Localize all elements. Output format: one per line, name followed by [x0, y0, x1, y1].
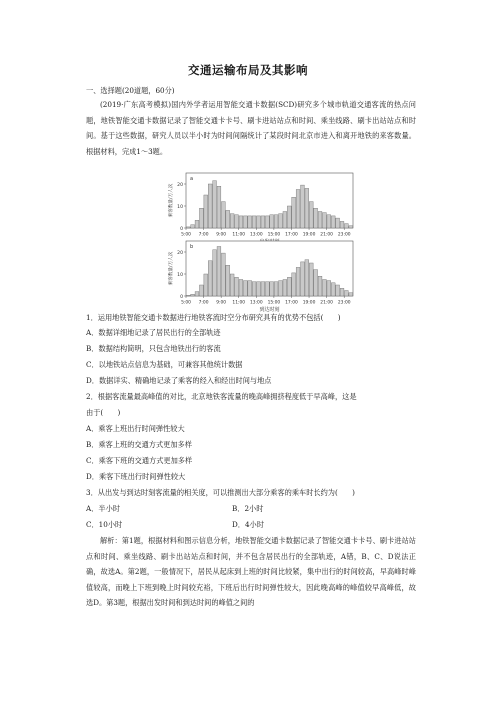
bar	[345, 224, 349, 228]
bar	[252, 282, 256, 296]
bar	[323, 213, 327, 228]
y-tick-label: 10	[177, 205, 183, 210]
bar	[221, 253, 225, 296]
bar	[279, 214, 283, 228]
bar	[191, 225, 195, 228]
bar	[265, 282, 269, 296]
bar	[221, 202, 225, 228]
bar	[230, 214, 234, 228]
bar	[345, 291, 349, 297]
bar	[336, 285, 340, 296]
question-2-stem-line2: 由于( )	[86, 408, 121, 417]
x-tick-label: 21:00	[320, 232, 333, 238]
bar	[195, 220, 199, 228]
bar	[274, 282, 278, 296]
bar	[208, 261, 212, 296]
question-1-stem: 1．运用地铁智能交通卡数据进行地铁客流时空分布研究具有的优势不包括( )	[86, 313, 341, 322]
bar	[318, 212, 322, 229]
x-tick-label: 21:00	[320, 300, 333, 306]
bar	[239, 280, 243, 297]
question-2-stem-line1: 2．根据客流量最高峰值的对比，北京地铁客流量的晚高峰拥挤程度低于早高峰，这是	[86, 392, 357, 401]
bar	[305, 188, 309, 228]
bar	[265, 216, 269, 228]
bar	[301, 262, 305, 296]
bar	[309, 202, 313, 228]
bar	[261, 216, 265, 228]
x-tick-label: 11:00	[232, 232, 246, 238]
bar	[274, 215, 278, 228]
y-tick-label: 10	[177, 273, 183, 278]
bar	[243, 281, 247, 296]
x-tick-label: 19:00	[302, 300, 316, 306]
bar	[287, 206, 291, 228]
bar	[252, 216, 256, 228]
q2-option-c: C．乘客下班的交通方式更加多样	[86, 456, 193, 465]
bar	[283, 280, 287, 297]
page-title: 交通运输布局及其影响	[188, 63, 308, 77]
panel-letter: a	[190, 176, 194, 182]
bar	[213, 250, 217, 296]
x-tick-label: 15:00	[267, 232, 281, 238]
bar	[248, 216, 252, 228]
bar	[292, 197, 296, 228]
x-tick-label: 5:00	[181, 300, 191, 306]
question-3-stem: 3．从出发与到达时刻客流量的相关度，可以推测出大部分乘客的乘车时长约为( )	[86, 488, 355, 497]
bar	[204, 195, 208, 228]
bar	[314, 270, 318, 296]
x-tick-label: 23:00	[337, 300, 351, 306]
bar	[191, 294, 195, 296]
x-tick-label: 9:00	[216, 232, 227, 238]
bar	[349, 293, 353, 296]
bar	[314, 208, 318, 228]
bar	[235, 215, 239, 228]
q3-option-c: C．10小时	[86, 520, 123, 529]
bar	[327, 281, 331, 296]
chart-arrival	[148, 238, 360, 318]
bar	[186, 227, 190, 228]
bar	[257, 216, 261, 228]
x-tick-label: 11:00	[232, 300, 246, 306]
bar	[327, 215, 331, 228]
panel-letter: b	[190, 244, 194, 250]
y-tick-label: 20	[177, 251, 183, 256]
x-tick-label: 23:00	[337, 232, 351, 238]
bar	[226, 210, 230, 228]
bar	[195, 292, 199, 296]
bar	[340, 221, 344, 228]
bar	[199, 208, 203, 228]
bar	[309, 263, 313, 296]
y-axis-label: 乘客数量/万人次	[169, 183, 174, 218]
q2-option-d: D．乘客下班出行时间弹性较大	[86, 472, 186, 481]
q1-option-b: B．数据结构简明，只包含地铁出行的客流	[86, 344, 221, 353]
bar	[186, 295, 190, 296]
q1-option-c: C．以地铁站点信息为基础，可兼容其他统计数据	[86, 360, 243, 369]
x-tick-label: 15:00	[267, 300, 281, 306]
bar	[279, 281, 283, 296]
bar	[204, 274, 208, 296]
bar	[230, 274, 234, 296]
bar	[301, 185, 305, 228]
section-heading: 一、选择题(20道题，60分)	[86, 86, 175, 95]
bar	[305, 260, 309, 296]
x-tick-label: 13:00	[249, 300, 263, 306]
y-tick-label: 0	[180, 227, 183, 232]
y-tick-label: 0	[180, 295, 183, 300]
x-tick-label: 19:00	[302, 232, 316, 238]
bar	[239, 216, 243, 228]
bar	[270, 282, 274, 296]
x-tick-label: 7:00	[198, 232, 209, 238]
bar	[292, 273, 296, 296]
q1-option-a: A．数据详细地记录了居民出行的全部轨迹	[86, 328, 221, 337]
bar	[296, 267, 300, 296]
bar	[199, 285, 203, 296]
bar	[296, 190, 300, 229]
bar	[217, 247, 221, 297]
bar	[318, 276, 322, 296]
bar	[257, 282, 261, 296]
bar	[349, 226, 353, 228]
bar	[248, 281, 252, 296]
bar	[331, 216, 335, 228]
bar	[340, 288, 344, 296]
x-tick-label: 13:00	[249, 232, 263, 238]
x-tick-label: 17:00	[285, 300, 298, 306]
bar	[235, 277, 239, 296]
q3-option-b: B．2小时	[232, 504, 264, 513]
bar	[243, 216, 247, 228]
bar	[336, 218, 340, 228]
bar	[323, 280, 327, 297]
q3-option-d: D．4小时	[232, 520, 264, 529]
bar	[283, 212, 287, 229]
q3-option-a: A．半小时	[86, 504, 120, 513]
bar	[331, 283, 335, 296]
bar	[287, 277, 291, 296]
bar	[261, 282, 265, 296]
bar	[213, 181, 217, 228]
x-axis-label: 到达时刻	[259, 307, 280, 313]
intro-paragraph: (2019·广东高考模拟)国内外学者运用智能交通卡数据(SCD)研究多个城市轨道交通客流的热点问题，地铁智能交通卡数据记录了智能交通卡卡号、刷卡进站站点和时间、乘坐线路、刷卡出站站点和时间。基于这些数据，研究人员以半小时为时间间隔统计了某段时间北京市进入和离开地铁的来客数量。根据材料，完成1～3题。	[86, 100, 416, 156]
bar	[226, 265, 230, 296]
x-tick-label: 5:00	[181, 232, 191, 238]
bar	[217, 186, 221, 228]
arrival-chart-svg	[148, 238, 360, 318]
bar	[208, 184, 212, 228]
x-tick-label: 17:00	[285, 232, 298, 238]
q2-option-b: B．乘客上班的交通方式更加多样	[86, 440, 192, 449]
q1-option-d: D．数据详实、精确地记录了乘客的经入和经出时间与地点	[86, 376, 272, 385]
q2-option-a: A．乘客上班出行时间弹性较大	[86, 424, 185, 433]
x-tick-label: 7:00	[198, 300, 209, 306]
y-axis-label: 乘客数量/万人次	[169, 251, 174, 286]
bar	[270, 215, 274, 228]
y-tick-label: 20	[177, 183, 183, 188]
x-tick-label: 9:00	[216, 300, 227, 306]
analysis-paragraph: 解析：第1题，根据材料和图示信息分析，地铁智能交通卡数据记录了智能交通卡卡号、刷卡进站站点和时间、乘坐线路、刷卡出站站点和时间，并不包含居民出行的全部轨迹，A错，B、C、D说法正确，故选A。第2题，一般情况下，居民从起床到上班的时间比较紧，集中出行的时间较高，早高峰时峰值较高，而晚上下班到晚上时间较充裕，下班后出行时间弹性较大，因此晚高峰的峰值较早高峰低，故选D。第3题，根据出发时间和到达时间的峰值之间的	[86, 536, 416, 607]
